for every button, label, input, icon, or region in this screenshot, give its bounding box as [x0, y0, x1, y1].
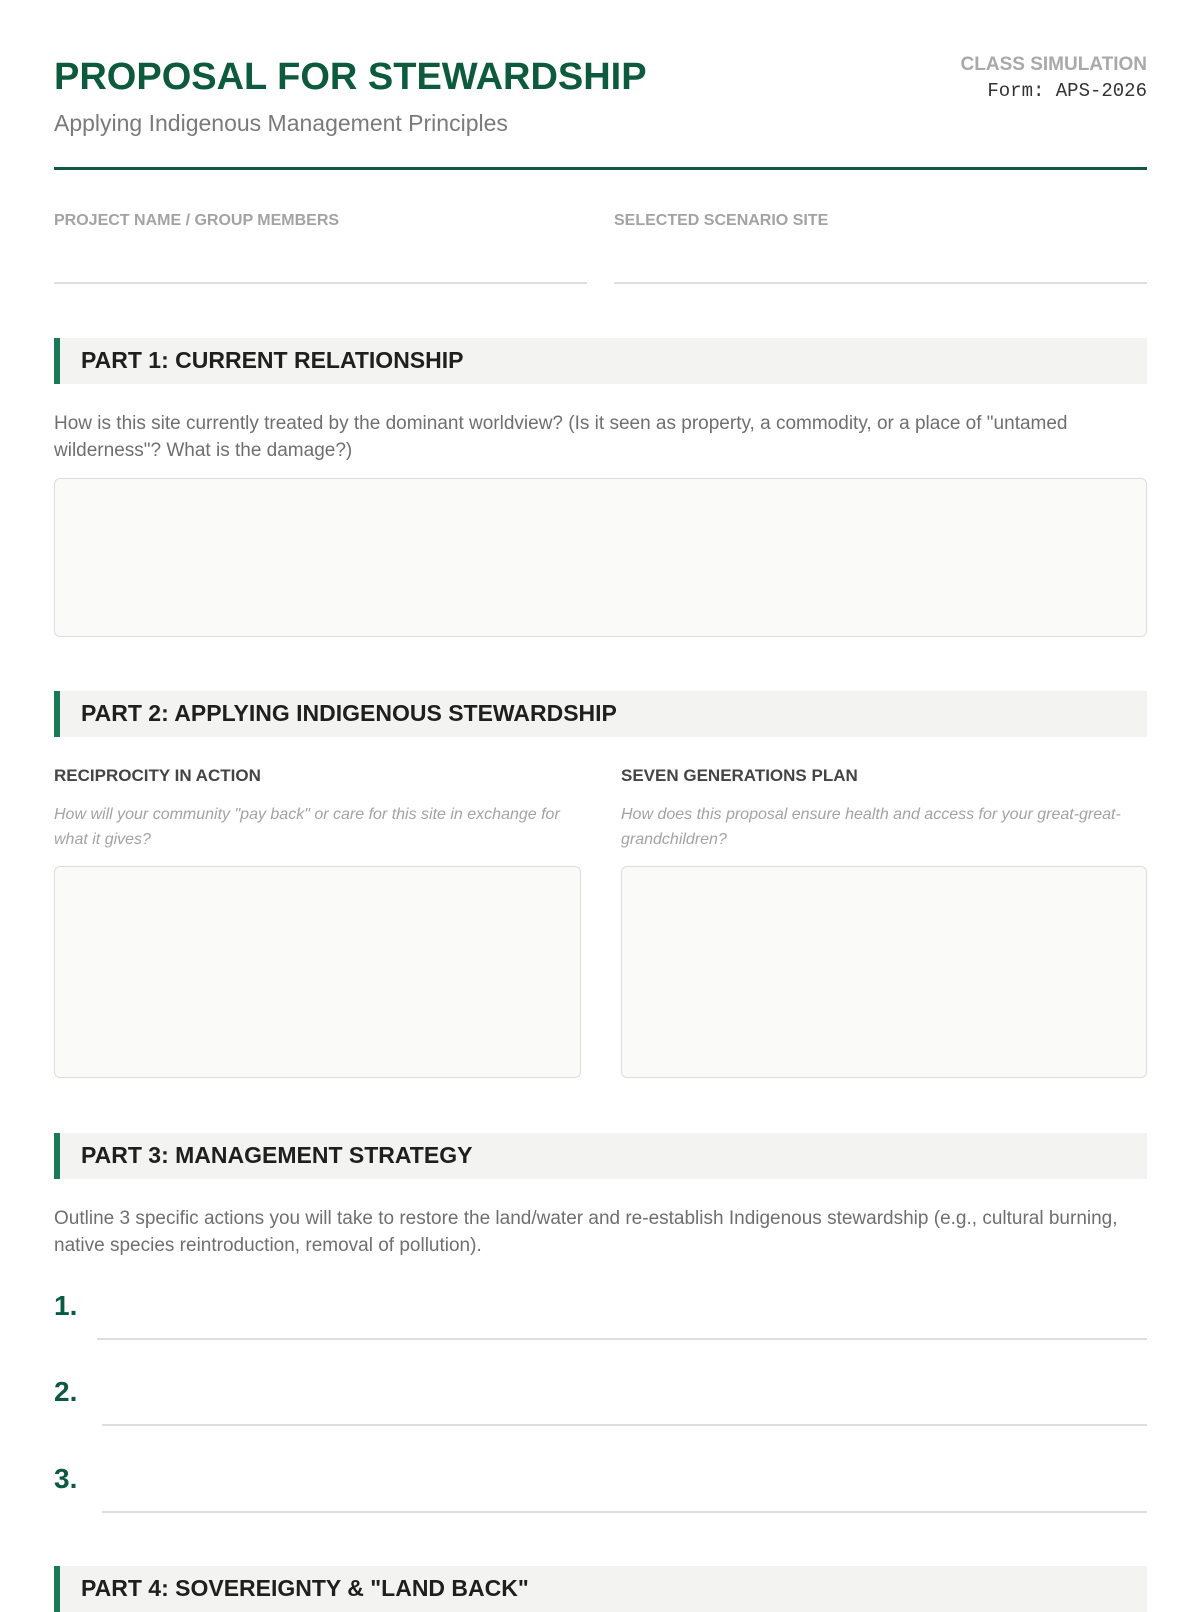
form-header — [54, 0, 1147, 170]
action-line — [102, 1424, 1147, 1426]
section-header-part2 — [54, 691, 1147, 737]
action-number: 3. — [54, 1463, 78, 1494]
class-simulation-label: CLASS SIMULATION — [960, 54, 1147, 75]
section-header-part1 — [54, 338, 1147, 384]
part3-prompt: Outline 3 specific actions you will take to restore the land/water and re-establish Indigenous stewardship (e.g., cultural burning, native species reintroduction, removal of pollution). — [54, 1208, 1118, 1256]
page-title: PROPOSAL FOR STEWARDSHIP — [54, 56, 647, 98]
scenario-site-field[interactable] — [614, 212, 1147, 284]
seven-generations-label: SEVEN GENERATIONS PLAN — [621, 766, 858, 785]
section-title-part4: PART 4: SOVEREIGNTY & "LAND BACK" — [81, 1575, 529, 1601]
reciprocity-hint: How will your community "pay back" or care for this site in exchange for what it gives? — [54, 806, 560, 848]
section-header-part4 — [54, 1566, 1147, 1612]
form-meta — [961, 54, 1147, 102]
section-title-part1: PART 1: CURRENT RELATIONSHIP — [81, 347, 464, 373]
action-number: 1. — [54, 1290, 78, 1321]
page-subtitle: Applying Indigenous Management Principles — [54, 110, 508, 136]
action-row-1[interactable] — [54, 1290, 1147, 1340]
action-row-3[interactable] — [54, 1463, 1147, 1513]
action-row-2[interactable] — [54, 1376, 1147, 1426]
section-header-part3 — [54, 1133, 1147, 1179]
project-name-line — [54, 282, 587, 284]
seven-generations-hint: How does this proposal ensure health and access for your great-great-grandchildren? — [621, 806, 1121, 848]
reciprocity-label: RECIPROCITY IN ACTION — [54, 766, 261, 785]
section-title-part3: PART 3: MANAGEMENT STRATEGY — [81, 1142, 473, 1168]
project-name-label: PROJECT NAME / GROUP MEMBERS — [54, 212, 340, 229]
action-line — [102, 1511, 1147, 1513]
action-number: 2. — [54, 1376, 78, 1407]
scenario-site-line — [614, 282, 1147, 284]
proposal-form — [54, 0, 1147, 1601]
scenario-site-label: SELECTED SCENARIO SITE — [614, 212, 829, 229]
form-id: Form: APS-2026 — [987, 80, 1147, 102]
seven-generations-answer-box[interactable] — [621, 866, 1147, 1078]
info-fields — [54, 212, 1147, 284]
part1-answer-box[interactable] — [54, 478, 1147, 637]
action-line — [97, 1338, 1147, 1340]
project-name-field[interactable] — [54, 212, 587, 284]
part1-prompt: How is this site currently treated by the dominant worldview? (Is it seen as property, a commodity, or a place of "untamed wilderness"? What is the damage?) — [54, 413, 1068, 461]
section-title-part2: PART 2: APPLYING INDIGENOUS STEWARDSHIP — [81, 700, 617, 726]
reciprocity-answer-box[interactable] — [54, 866, 581, 1078]
